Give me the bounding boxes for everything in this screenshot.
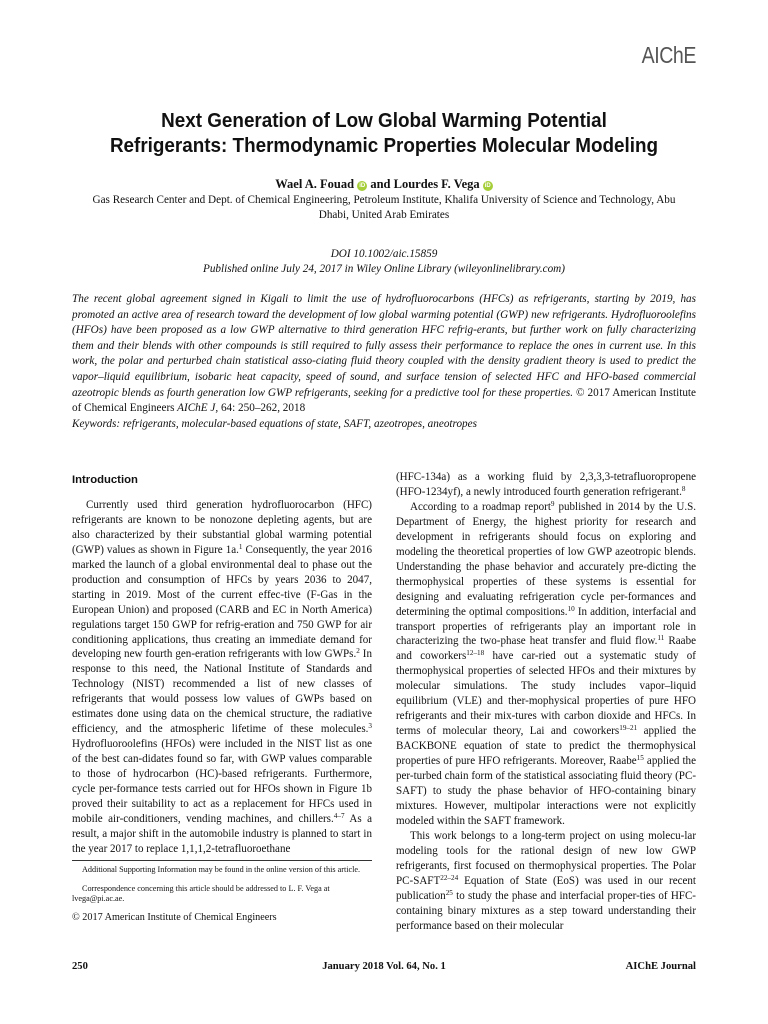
citation-ref[interactable]: 19–21 [619,724,638,733]
title-line-2: Refrigerants: Thermodynamic Properties Molecular Modeling [109,134,659,157]
section-heading-introduction: Introduction [72,474,138,486]
citation-ref[interactable]: 15 [636,754,644,763]
journal-logo: AIChE [641,42,696,68]
footer-issue: January 2018 Vol. 64, No. 1 [322,961,446,972]
citation-ref[interactable]: 1 [238,542,243,551]
citation-ref[interactable]: 11 [657,634,665,643]
citation-ref[interactable]: 22–24 [440,873,459,882]
doi[interactable]: DOI 10.1002/aic.15859 [330,248,438,260]
abstract-text: The recent global agreement signed in Kigali to limit the use of hydrofluorocarbons (HFCs) as refrigerants, starting by 2019, has promoted an active area of research toward the development of low global warming potential (GWP) new refrigerants. Hydrofluoroolefins (HFOs) have been proposed as a low GWP alternative to third generation HFC refrig-erants, but further work on fully characterizing them and their blends with other compounds is still required to fully assess their performance to replace the ones in current use. In this work, the polar and perturbed chain statistical asso-ciating fluid theory coupled with the density gradient theory is used to predict the vapor–liquid equilibrium, isobaric heat capacity, speed of sound, and surface tension of selected HFC and HFO-based commercial azeotropic blends as fourth generation low GWP refrigerants, seeking for a predictive tool for these properties. [72,293,696,399]
abstract-copyright: © 2017 American Institute of Chemical Engineers [72,386,696,415]
citation-ref[interactable]: 2 [356,647,360,656]
citation-ref[interactable]: 25 [445,888,453,897]
footer-journal: AIChE Journal [625,961,696,972]
citation-ref[interactable]: 12–18 [466,649,485,658]
footnote-supporting-info: Additional Supporting Information may be found in the online version of this article. [82,865,361,874]
orcid-icon[interactable]: iD [484,183,491,189]
author-2-name: Lourdes F. Vega [393,177,480,191]
publication-info [72,247,696,277]
author-list [72,177,696,192]
footnote-correspondence: Correspondence concerning this article should be addressed to L. F. Vega at lvega@pi.ac.ae. [72,883,330,903]
citation-ref[interactable]: 9 [550,499,555,508]
citation-ref[interactable]: 10 [567,604,575,613]
affiliation: Gas Research Center and Dept. of Chemical Engineering, Petroleum Institute, Khalifa University of Science and Technology, Abu Dhabi, United Arab Emirates [92,194,676,221]
orcid-icon[interactable]: iD [359,183,366,189]
paragraph: (HFC-134a) as a working fluid by 2,3,3,3-tetrafluoropropene (HFO-1234yf), a newly introduced fourth generation refrigerant.$^8$ [396,471,696,498]
footer-page-number: 250 [72,961,88,972]
citation-ref[interactable]: 3 [368,722,372,731]
abstract [72,292,696,432]
right-column [396,470,696,934]
footnotes [72,860,372,931]
article-title [97,108,671,158]
abstract-citation: 64: 250–262, 2018 [220,402,306,415]
published-online: Published online July 24, 2017 in Wiley Online Library (wileyonlinelibrary.com) [203,263,565,275]
paragraph: This work belongs to a long-term project on using molecu-lar modeling tools for the rational design of new low GWP refrigerants, first focused on thermophysical properties. The Polar PC-SAFT$^{22-24}$ Equation of State (EoS) was used in our recent publication$^{25}$ to study the phase and interfacial proper-ties of HFC-containing binary mixtures as a step toward understanding their performance based on their molecular [396,829,696,932]
citation-ref[interactable]: 4–7 [333,811,345,820]
footnote-copyright: © 2017 American Institute of Chemical Engineers [72,911,277,923]
author-join: and [370,177,391,191]
paragraph: Currently used third generation hydrofluorocarbon (HFC) refrigerants are known to be nonozone depleting agents, but are also characterized by their substantial global warming potential (GWP) values as shown in Figure 1a.$^1$ Consequently, the year 2016 marked the launch of a global environmental deal to phase out the production and consumption of HFCs by years 2036 to 2047, starting in 2019. Most of the current effec-tive (F-Gas in the European Union) and proposed (CARB and EC in North America) regulations target 150 GWP for refrig-eration and 750 GWP for air conditioning applications, thus creating an immediate demand for developing new fourth gen-eration refrigerants with low GWPs.$^2$ In response to this need, the National Institute of Standards and Technology (NIST) recommended a list of new classes of refrigerants that would possess low values of GWPs based on estimates done using data on the chemical structure, the radiative efficiency, and the atmospheric lifetime of these molecules.$^3$ Hydrofluoroolefins (HFOs) were included in the NIST list as one of the best can-didates found so far, with GWP values comparable to those of hydrocarbon (HC)-based refrigerants. Furthermore, cycle per-formance tests carried out for HFOs shown in Figure 1b proved their suitability to act as a replacement for HFCs used in mobile air-conditioners, vending machines, and chillers.$^{4-7}$ As a result, a major shift in the automobile industry is planned to start in the year 2017 to replace 1,1,1,2-tetrafluoroethane [72,498,373,855]
abstract-journal: AIChE J, [177,402,219,415]
author-1-name: Wael A. Fouad [275,177,355,191]
citation-ref[interactable]: 8 [681,484,686,493]
title-line-1: Next Generation of Low Global Warming Potential [161,109,607,132]
left-column [72,470,372,857]
paragraph: According to a roadmap report$^9$ published in 2014 by the U.S. Department of Energy, the highest priority for research and development in refrigerants should focus on exploring and modeling the theoretical properties of low GWP azeotropic blends. Understanding the phase behavior and accurately pre-dicting the thermophysical properties of these systems is essential for designing and evaluating refrigeration cycle per-formances and determining the optimal compositions.$^{10}$ In addition, interfacial and transport properties of refrigerants play an important role in characterizing the two-phase heat transfer and fluid flow.$^{11}$ Raabe and coworkers$^{12-18}$ have car-ried out a systematic study of thermophysical properties of selected HFOs and their mixtures by molecular simulations. The study includes vapor–liquid equilibrium (VLE) and ther-mophysical properties of pure HFO refrigerants and their mix-tures with carbon dioxide and HFCs. In terms of molecular theory, Lai and coworkers$^{19-21}$ applied the BACKBONE equation of state to predict the thermophysical properties of pure HFO refrigerants. Moreover, Raabe$^{15}$ applied the per-turbed chain form of the statistical associating fluid theory (PC-SAFT) to study the phase behavior of HFO-containing binary mixtures. However, multipolar interactions were not explicitly modeled within the SAFT framework. [396,499,697,827]
keywords: Keywords: refrigerants, molecular-based equations of state, SAFT, azeotropes, aneotropes [72,417,477,430]
